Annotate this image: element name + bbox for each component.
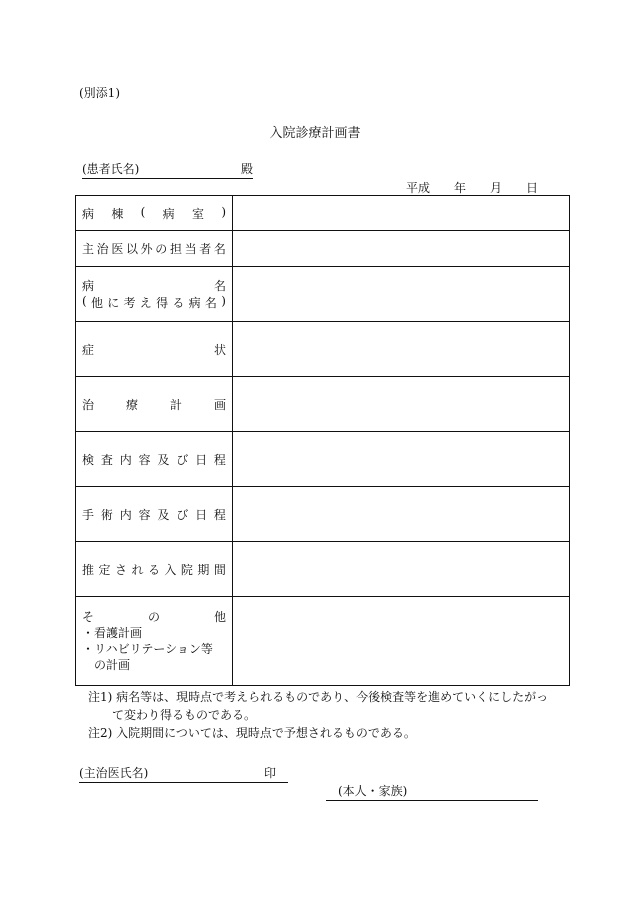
label-char: 内 xyxy=(119,452,132,467)
row-value-stay-period[interactable] xyxy=(233,542,570,597)
table-row xyxy=(76,432,570,487)
label-char: 室 xyxy=(191,206,204,221)
label-char: 画 xyxy=(213,397,226,412)
label-char: 主 xyxy=(82,242,95,256)
label-char: 得 xyxy=(156,296,169,310)
label-char: 以 xyxy=(125,242,138,256)
table-row xyxy=(76,267,570,322)
note-1-line-1: 注1) 病名等は、現時点で考えられるものであり、今後検査等を進めていくにしたがっ xyxy=(88,690,549,704)
label-char: 症 xyxy=(82,342,95,357)
patient-name-field[interactable] xyxy=(82,160,253,179)
label-char: 名 xyxy=(204,296,217,310)
label-char: 及 xyxy=(157,507,170,522)
label-char: 定 xyxy=(98,562,111,577)
justified-label xyxy=(82,240,226,257)
row-label-symptoms xyxy=(76,322,233,377)
table-row xyxy=(76,322,570,377)
label-char: の xyxy=(147,610,160,624)
date-era: 平成 xyxy=(406,181,431,195)
note-2: 注2) 入院期間については、現時点で予想されるものである。 xyxy=(88,726,416,740)
label-char: ) xyxy=(221,204,226,219)
label-char: 者 xyxy=(199,242,212,256)
label-char: 検 xyxy=(82,452,95,467)
justified-label xyxy=(82,294,226,311)
label-char: ) xyxy=(221,294,226,308)
label-char: 及 xyxy=(157,452,170,467)
row-label-staff xyxy=(76,231,233,267)
signature-field[interactable] xyxy=(326,782,538,801)
label-char: ( xyxy=(140,204,146,219)
label-char: 当 xyxy=(184,242,197,256)
date-day: 日 xyxy=(526,181,539,195)
label-char: び xyxy=(176,452,189,467)
label-char: に xyxy=(107,296,120,310)
label-char: 手 xyxy=(82,507,95,522)
justified-label xyxy=(82,561,226,578)
label-char: 治 xyxy=(96,242,109,256)
row-label-diagnosis xyxy=(76,267,233,322)
label-char: 病 xyxy=(82,279,95,293)
label-char: 治 xyxy=(82,397,95,412)
justified-label xyxy=(82,341,226,358)
label-char: 棟 xyxy=(111,206,124,221)
justified-label xyxy=(82,205,226,222)
justified-label xyxy=(82,396,226,413)
label-char: 病 xyxy=(82,206,95,221)
table-row xyxy=(76,231,570,267)
label-char: 内 xyxy=(119,507,132,522)
note-1-line-2: て変わり得るものである。 xyxy=(112,708,257,722)
justified-label xyxy=(82,277,226,294)
label-char: 推 xyxy=(82,562,95,577)
label-char: 程 xyxy=(213,452,226,467)
row-label-stay-period xyxy=(76,542,233,597)
patient-honorific: 殿 xyxy=(240,162,253,176)
row-value-diagnosis[interactable] xyxy=(233,267,570,322)
label-char: 名 xyxy=(213,279,226,293)
label-char: 院 xyxy=(180,562,193,577)
label-char: 状 xyxy=(213,342,226,357)
row-value-symptoms[interactable] xyxy=(233,322,570,377)
label-char: 期 xyxy=(197,562,210,577)
row-label-examination xyxy=(76,432,233,487)
label-char: そ xyxy=(82,610,95,624)
note-1 xyxy=(88,688,558,724)
row-value-treatment[interactable] xyxy=(233,377,570,432)
label-char: 他 xyxy=(90,296,103,310)
label-char: 名 xyxy=(213,242,226,256)
row-label-ward xyxy=(76,196,233,231)
label-char: さ xyxy=(114,562,127,577)
row-label-surgery xyxy=(76,487,233,542)
attachment-label: (別添1) xyxy=(79,86,120,100)
row-value-examination[interactable] xyxy=(233,432,570,487)
label-char: る xyxy=(172,296,185,310)
table-row xyxy=(76,487,570,542)
justified-label xyxy=(82,506,226,523)
label-char: 日 xyxy=(195,507,208,522)
doctor-name-field[interactable] xyxy=(79,764,288,783)
label-char: 容 xyxy=(138,452,151,467)
label-char: え xyxy=(139,296,152,310)
table-row xyxy=(76,377,570,432)
label-char: 他 xyxy=(213,610,226,624)
label-char: 病 xyxy=(188,296,201,310)
notes xyxy=(88,688,558,742)
row-value-other[interactable] xyxy=(233,597,570,686)
label-char: 間 xyxy=(213,562,226,577)
table-row xyxy=(76,542,570,597)
date-month: 月 xyxy=(490,181,503,195)
label-char: 容 xyxy=(138,507,151,522)
document-title: 入院診療計画書 xyxy=(269,126,361,141)
label-char: 術 xyxy=(100,507,113,522)
label-char: 日 xyxy=(195,452,208,467)
other-sub-rehab: ・リハビリテーション等 xyxy=(82,642,213,656)
label-char: 考 xyxy=(123,296,136,310)
label-char: 外 xyxy=(140,242,153,256)
doctor-name-label: (主治医氏名) xyxy=(79,766,149,780)
justified-label xyxy=(82,609,226,625)
date-year: 年 xyxy=(454,181,467,195)
label-char: 療 xyxy=(125,397,138,412)
row-label-other xyxy=(76,597,233,686)
label-char: の xyxy=(155,242,168,256)
row-label-treatment xyxy=(76,377,233,432)
label-char: 入 xyxy=(164,562,177,577)
label-char: 担 xyxy=(169,242,182,256)
label-char: 病 xyxy=(162,206,175,221)
label-char: 査 xyxy=(100,452,113,467)
patient-name-label: (患者氏名) xyxy=(82,162,140,176)
table-row xyxy=(76,196,570,231)
label-char: 程 xyxy=(213,507,226,522)
row-value-ward[interactable] xyxy=(233,196,570,231)
label-char: る xyxy=(147,562,160,577)
table-row xyxy=(76,597,570,686)
row-value-surgery[interactable] xyxy=(233,487,570,542)
label-char: れ xyxy=(131,562,144,577)
other-sub-plan: の計画 xyxy=(94,658,131,672)
plan-table xyxy=(75,195,570,686)
doctor-seal: 印 xyxy=(264,766,277,780)
justified-label xyxy=(82,451,226,468)
date-line xyxy=(406,179,538,196)
other-sub-nursing: ・看護計画 xyxy=(82,626,143,640)
row-value-staff[interactable] xyxy=(233,231,570,267)
label-char: 医 xyxy=(111,242,124,256)
label-char: ( xyxy=(82,294,87,308)
label-char: び xyxy=(176,507,189,522)
signature-label: (本人・家族) xyxy=(338,784,408,798)
label-char: 計 xyxy=(169,397,182,412)
